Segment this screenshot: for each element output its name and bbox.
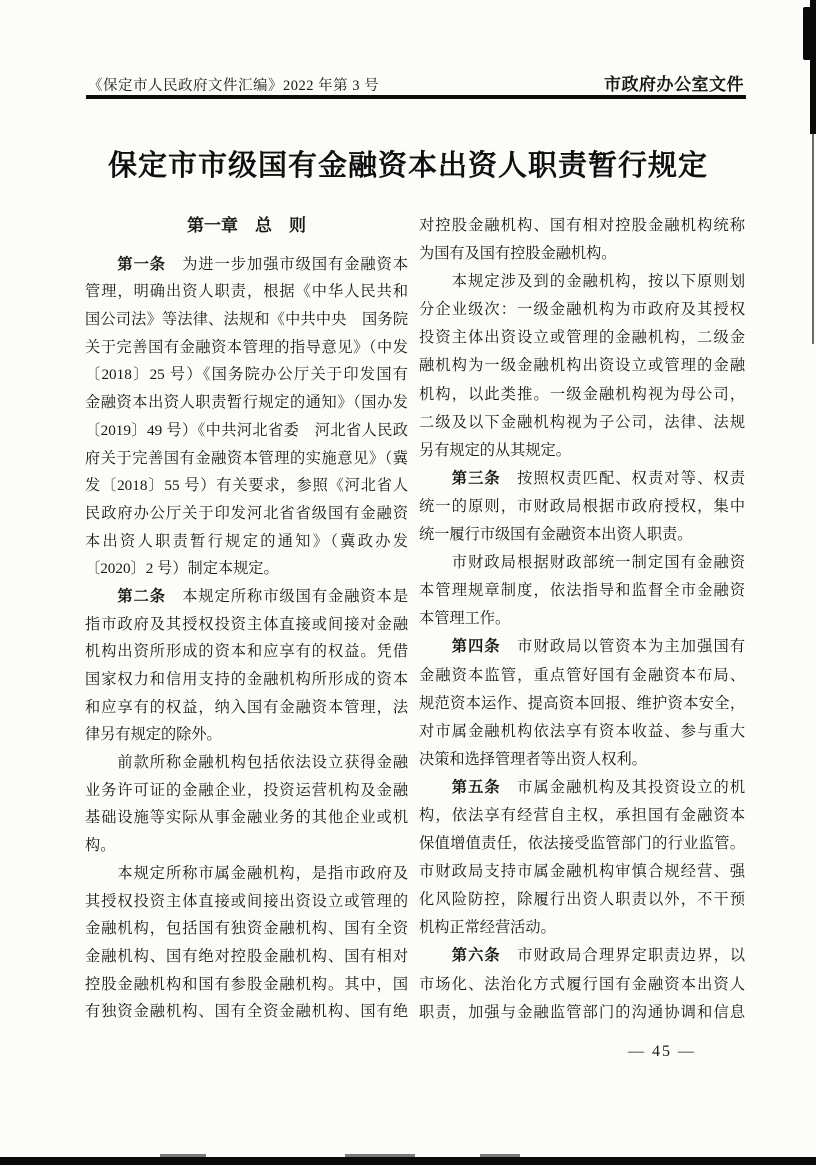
text-line [85,971,408,999]
text-line [85,528,408,556]
text-line [85,638,408,666]
column-left [85,212,408,1026]
text-line [419,633,745,661]
article-number: 第一章 总 则 [187,216,306,235]
text-line [419,971,745,999]
text-run: 保值增值责任，依法接受监管部门的行业监管。 [419,835,745,853]
text-run: 金融资本监管，重点管好国有金融资本布局、 [419,666,745,684]
article-number: 第二条 [117,587,167,605]
text-run [85,588,117,605]
text-line [419,999,745,1027]
text-line [419,774,745,802]
text-line [85,915,408,943]
text-line [419,212,745,240]
text-run: 金融资本出资人职责暂行规定的通知》（国办发 [85,394,408,412]
text-line [85,389,408,417]
text-run: 金融机构，包括国有独资金融机构、国有全资 [85,920,408,938]
text-line [419,493,745,521]
text-line [419,521,745,549]
article-number: 第三条 [451,469,501,487]
text-line [419,549,745,577]
column-right [419,212,745,1027]
text-run: 管理，明确出资人职责，根据《中华人民共和 [85,283,408,301]
text-run [419,638,452,655]
text-run: 机构，以此类推。一级金融机构视为母公司， [419,385,745,403]
text-run: 民政府办公厅关于印发河北省省级国有金融资 [85,504,408,522]
text-line [419,324,745,352]
scan-artifact-smudge [160,1154,206,1157]
text-line [85,278,408,306]
text-line [419,802,745,830]
text-line [85,555,408,583]
text-line [419,718,745,746]
text-run: 国公司法》等法律、法规和《中共中央 国务院 [85,311,408,329]
text-line [419,830,745,858]
text-line [419,381,745,409]
text-line [85,694,408,722]
text-run: 构。 [85,837,116,855]
text-run [85,256,117,273]
text-run: 另有规定的从其规定。 [419,441,571,459]
scan-artifact-smudge [480,1154,520,1157]
header-compilation-label: 《保定市人民政府文件汇编》2022 年第 3 号 [88,78,380,94]
scan-artifact-right-thin [812,134,814,344]
text-run: 融机构为一级金融机构出资设立或管理的金融 [419,357,745,375]
text-run: 本规定所称市级国有金融资本是 [166,587,408,605]
text-run: 市财政局以管资本为主加强国有 [500,638,745,656]
text-line [85,943,408,971]
text-run: 市场化、法治化方式履行国有金融资本出资人 [419,975,745,993]
text-run: 业务许可证的金融企业，投资运营机构及金融 [85,781,408,799]
text-line [419,605,745,633]
text-run: 统一履行市级国有金融资本出资人职责。 [419,526,693,544]
text-line [85,611,408,639]
text-run: 本规定所称市属金融机构，是指市政府及 [85,864,408,882]
chapter-heading [85,212,408,240]
text-line [419,240,745,268]
scan-artifact-right-blob [803,7,812,60]
text-run [419,947,452,964]
text-run: 统一的原则，市财政局根据市政府授权，集中 [419,497,745,515]
text-run: 有独资金融机构、国有全资金融机构、国有绝 [85,1003,408,1021]
text-run: 市财政局支持市属金融机构审慎合规经营、强 [419,863,745,881]
text-run: 市财政局合理界定职责边界，以 [500,947,745,965]
text-run: 基础设施等实际从事金融业务的其他企业或机 [85,809,408,827]
article-number: 第一条 [117,255,167,273]
text-run: 控股金融机构和国有参股金融机构。其中，国 [85,975,408,993]
text-run: 决策和选择管理者等出资人权利。 [419,750,647,768]
article-number: 第四条 [451,638,501,656]
text-run: 投资主体出资设立或管理的金融机构，二级金 [419,329,745,347]
scan-artifact-bottom-bar [0,1157,816,1165]
text-run: 化风险防控，除履行出资人职责以外，不干预 [419,891,745,909]
text-line [419,942,745,970]
text-run: 其授权投资主体直接或间接出资设立或管理的 [85,892,408,910]
text-run: 职责，加强与金融监管部门的沟通协调和信息 [419,1003,745,1021]
text-run: 机构正常经营活动。 [419,919,556,937]
text-line [419,914,745,942]
text-line [85,251,408,279]
text-run: 〔2018〕25 号）《国务院办公厅关于印发国有 [85,366,408,384]
text-run: 本管理规章制度，依法指导和监督全市金融资 [419,582,745,600]
text-line [85,417,408,445]
text-line [419,577,745,605]
header-office-label: 市政府办公室文件 [604,75,744,94]
text-run: 机构出资所形成的资本和应享有的权益。凭借 [85,643,408,661]
text-run: 构，依法享有经营自主权，承担国有金融资本 [419,806,745,824]
text-run: 关于完善国有金融资本管理的指导意见》（中发 [85,338,408,356]
text-line [419,268,745,296]
text-run: 律另有规定的除外。 [85,726,222,744]
text-line [419,465,745,493]
text-line [419,296,745,324]
text-run: 为国有及国有控股金融机构。 [419,245,617,263]
text-run: 市财政局根据财政部统一制定国有金融资 [419,554,745,572]
text-line [419,662,745,690]
text-run: 府关于完善国有金融资本管理的实施意见》（冀 [85,449,408,467]
scan-artifact-smudge [345,1154,415,1157]
text-run [419,779,452,796]
text-line [85,888,408,916]
text-run: 按照权责匹配、权责对等、权责 [500,469,745,487]
text-run: 本管理工作。 [419,610,511,628]
text-run: 国家权力和信用支持的金融机构所形成的资本 [85,671,408,688]
text-line [85,445,408,473]
text-line [85,721,408,749]
text-line [419,409,745,437]
text-line [85,472,408,500]
page-number: — 45 — [628,1043,696,1060]
text-line [85,334,408,362]
article-number: 第五条 [451,778,501,796]
text-run: 和应享有的权益，纳入国有金融资本管理，法 [85,698,408,716]
text-line [85,832,408,860]
text-line [85,666,408,694]
text-run: 市属金融机构及其投资设立的机 [500,778,745,796]
text-run [419,470,452,487]
text-line [85,500,408,528]
text-run: 对市属金融机构依法享有资本收益、参与重大 [419,722,745,740]
text-line [419,746,745,774]
text-line [85,860,408,888]
text-line [419,437,745,465]
text-run: 本规定涉及到的金融机构，按以下原则划 [419,273,745,291]
text-run: 为进一步加强市级国有金融资本 [166,255,408,273]
text-run: 对控股金融机构、国有相对控股金融机构统称 [419,217,745,234]
text-line [85,361,408,389]
text-run: 规范资本运作、提高资本回报、维护资本安全， [419,694,745,712]
text-line [419,886,745,914]
text-line [85,306,408,334]
text-line [85,804,408,832]
text-line [85,583,408,611]
document-title: 保定市市级国有金融资本出资人职责暂行规定 [107,150,708,182]
text-run: 发〔2018〕55 号）有关要求，参照《河北省人 [85,477,408,495]
text-run: 本出资人职责暂行规定的通知》（冀政办发 [85,532,408,550]
text-run: 指市政府及其授权投资主体直接或间接对金融 [85,615,408,633]
text-run: 〔2019〕49 号）《中共河北省委 河北省人民政 [85,421,408,439]
article-number: 第六条 [451,947,501,965]
text-run: 前款所称金融机构包括依法设立获得金融 [85,754,408,772]
text-run: 〔2020〕2 号）制定本规定。 [85,560,279,578]
header-rule [86,95,746,99]
text-line [419,690,745,718]
text-line [85,777,408,805]
text-run: 二级及以下金融机构视为子公司，法律、法规 [419,413,745,431]
text-line [85,749,408,777]
text-line [419,352,745,380]
text-line [419,858,745,886]
text-line [85,998,408,1026]
text-run: 金融机构、国有绝对控股金融机构、国有相对 [85,947,408,965]
text-run: 分企业级次：一级金融机构为市政府及其授权 [419,301,745,319]
